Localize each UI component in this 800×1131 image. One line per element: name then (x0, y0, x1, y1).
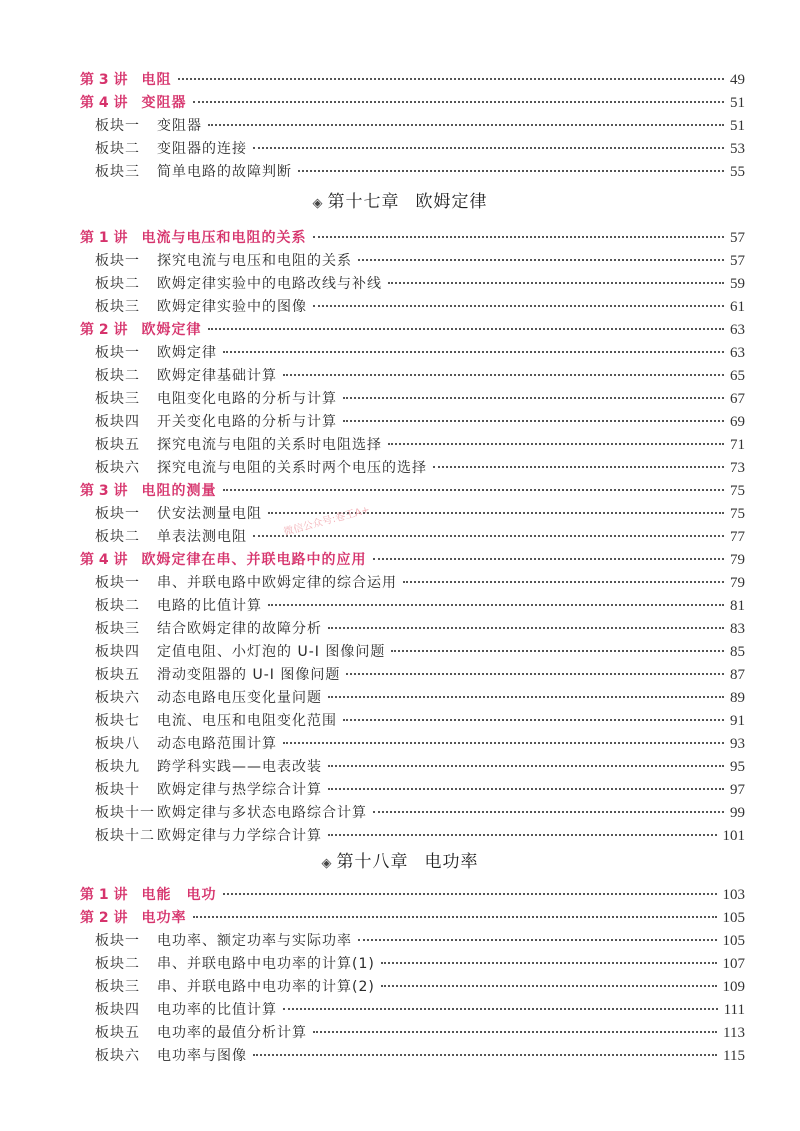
entry-label (95, 619, 322, 639)
entry-number: 板块三 (95, 391, 140, 407)
page-number: 91 (730, 713, 745, 729)
toc-block-entry[interactable] (95, 954, 745, 974)
entry-label (95, 665, 340, 685)
entry-number: 板块二 (95, 598, 140, 614)
entry-label (95, 251, 352, 271)
toc-block-entry[interactable] (95, 711, 745, 731)
dot-leader (328, 623, 724, 629)
page-number: 81 (730, 598, 745, 614)
dot-leader (313, 232, 725, 238)
entry-title: 开关变化电路的分析与计算 (157, 414, 337, 430)
entry-number: 第 4 讲 (80, 552, 128, 568)
toc-lecture-entry[interactable] (80, 228, 745, 248)
page-number: 61 (730, 299, 745, 315)
entry-label (95, 688, 322, 708)
page-number: 53 (730, 141, 745, 157)
page-number: 51 (730, 95, 745, 111)
page-number: 95 (730, 759, 745, 775)
entry-number: 板块二 (95, 141, 140, 157)
page-number: 105 (722, 933, 745, 949)
toc-lecture-entry[interactable] (80, 70, 745, 90)
entry-title: 滑动变阻器的 U-I 图像问题 (157, 667, 341, 683)
entry-title: 欧姆定律 (157, 345, 217, 361)
chapter-number: 第十八章 (336, 852, 409, 872)
entry-label (95, 757, 322, 777)
toc-block-entry[interactable] (95, 251, 745, 271)
dot-leader (193, 97, 725, 103)
entry-number: 板块一 (95, 933, 140, 949)
entry-label (95, 297, 307, 317)
dot-leader (328, 692, 724, 698)
entry-title: 欧姆定律基础计算 (157, 368, 277, 384)
toc-block-entry[interactable] (95, 780, 745, 800)
dot-leader (223, 485, 725, 491)
chapter-diamond-icon: ◈ (321, 856, 333, 871)
page-number: 107 (722, 956, 745, 972)
toc-block-entry[interactable] (95, 366, 745, 386)
entry-number: 板块二 (95, 368, 140, 384)
toc-block-entry[interactable] (95, 826, 745, 846)
entry-title: 单表法测电阻 (157, 529, 247, 545)
entry-label (80, 550, 367, 570)
entry-title: 串、并联电路中电功率的计算(2) (157, 979, 375, 995)
toc-block-entry[interactable] (95, 688, 745, 708)
dot-leader (381, 981, 717, 987)
toc-block-entry[interactable] (95, 412, 745, 432)
page-number: 69 (730, 414, 745, 430)
entry-number: 板块二 (95, 956, 140, 972)
entry-title: 电路的比值计算 (157, 598, 262, 614)
toc-block-entry[interactable] (95, 573, 745, 593)
dot-leader (223, 889, 717, 895)
entry-number: 第 1 讲 (80, 887, 128, 903)
entry-number: 板块十二 (95, 828, 155, 844)
page-number: 71 (730, 437, 745, 453)
page-number: 79 (730, 552, 745, 568)
page-number: 63 (730, 345, 745, 361)
toc-block-entry[interactable] (95, 343, 745, 363)
entry-number: 第 4 讲 (80, 95, 128, 111)
toc-block-entry[interactable] (95, 297, 745, 317)
page-number: 75 (730, 506, 745, 522)
entry-title: 电能 电功 (141, 887, 217, 903)
entry-title: 简单电路的故障判断 (157, 164, 292, 180)
chapter-number: 第十七章 (327, 192, 400, 212)
toc-block-entry[interactable] (95, 458, 745, 478)
dot-leader (283, 738, 724, 744)
entry-label (95, 458, 427, 478)
entry-label (95, 435, 382, 455)
entry-label (95, 1000, 277, 1020)
toc-block-entry[interactable] (95, 116, 745, 136)
dot-leader (313, 301, 724, 307)
entry-number: 板块八 (95, 736, 140, 752)
dot-leader (253, 1050, 717, 1056)
page-number: 87 (730, 667, 745, 683)
entry-number: 板块三 (95, 979, 140, 995)
entry-label (95, 116, 202, 136)
entry-title: 变阻器 (141, 95, 187, 111)
dot-leader (208, 324, 725, 330)
entry-label (80, 885, 217, 905)
chapter-diamond-icon: ◈ (312, 196, 324, 211)
chapter-heading (0, 850, 800, 876)
chapter-title: 欧姆定律 (415, 192, 488, 212)
page-number: 115 (723, 1048, 745, 1064)
page-number: 57 (730, 230, 745, 246)
entry-label (95, 389, 337, 409)
entry-number: 板块二 (95, 276, 140, 292)
entry-title: 电阻变化电路的分析与计算 (157, 391, 337, 407)
entry-number: 板块七 (95, 713, 140, 729)
toc-lecture-entry[interactable] (80, 885, 745, 905)
toc-block-entry[interactable] (95, 435, 745, 455)
page-number: 93 (730, 736, 745, 752)
entry-number: 板块二 (95, 529, 140, 545)
entry-number: 第 2 讲 (80, 322, 128, 338)
entry-number: 板块十 (95, 782, 140, 798)
entry-label (95, 366, 277, 386)
entry-title: 电流与电压和电阻的关系 (141, 230, 307, 246)
dot-leader (388, 439, 724, 445)
entry-title: 变阻器 (157, 118, 202, 134)
entry-title: 串、并联电路中电功率的计算(1) (157, 956, 375, 972)
page-number: 77 (730, 529, 745, 545)
entry-label (80, 93, 187, 113)
page-number: 75 (730, 483, 745, 499)
entry-label (80, 320, 202, 340)
page-number: 89 (730, 690, 745, 706)
entry-label (95, 343, 217, 363)
entry-number: 板块三 (95, 164, 140, 180)
entry-number: 第 3 讲 (80, 483, 128, 499)
watermark: 微信公众号:卷王A+ (282, 504, 372, 539)
entry-title: 串、并联电路中欧姆定律的综合运用 (157, 575, 397, 591)
entry-number: 板块六 (95, 460, 140, 476)
entry-title: 探究电流与电压和电阻的关系 (157, 253, 352, 269)
page-number: 57 (730, 253, 745, 269)
entry-label (95, 412, 337, 432)
entry-title: 探究电流与电阻的关系时两个电压的选择 (157, 460, 427, 476)
entry-number: 板块一 (95, 253, 140, 269)
entry-label (95, 1023, 307, 1043)
entry-label (80, 70, 172, 90)
entry-title: 定值电阻、小灯泡的 U-I 图像问题 (157, 644, 386, 660)
entry-label (95, 931, 352, 951)
entry-number: 板块十一 (95, 805, 155, 821)
entry-number: 板块一 (95, 118, 140, 134)
page-number: 73 (730, 460, 745, 476)
entry-title: 欧姆定律与多状态电路综合计算 (157, 805, 367, 821)
toc-block-entry[interactable] (95, 665, 745, 685)
entry-label (95, 274, 382, 294)
entry-label (95, 803, 367, 823)
entry-title: 电功率与图像 (157, 1048, 247, 1064)
entry-title: 电流、电压和电阻变化范围 (157, 713, 337, 729)
entry-label (80, 908, 187, 928)
dot-leader (298, 166, 724, 172)
entry-title: 变阻器的连接 (157, 141, 247, 157)
page-number: 63 (730, 322, 745, 338)
page-number: 105 (722, 910, 745, 926)
entry-title: 电功率的最值分析计算 (157, 1025, 307, 1041)
entry-label (95, 527, 247, 547)
entry-number: 板块五 (95, 1025, 140, 1041)
page-number: 99 (730, 805, 745, 821)
dot-leader (328, 761, 724, 767)
page-number: 55 (730, 164, 745, 180)
toc-block-entry[interactable] (95, 1046, 745, 1066)
entry-label (95, 573, 397, 593)
dot-leader (253, 143, 724, 149)
entry-title: 电功率 (141, 910, 187, 926)
entry-title: 电阻 (141, 72, 172, 88)
entry-title: 欧姆定律与力学综合计算 (157, 828, 322, 844)
entry-label (95, 826, 322, 846)
toc-block-entry[interactable] (95, 977, 745, 997)
chapter-title: 电功率 (424, 852, 479, 872)
dot-leader (388, 278, 724, 284)
entry-title: 伏安法测量电阻 (157, 506, 262, 522)
dot-leader (328, 830, 717, 836)
entry-number: 板块六 (95, 1048, 140, 1064)
entry-number: 第 2 讲 (80, 910, 128, 926)
entry-label (95, 1046, 247, 1066)
page-number: 85 (730, 644, 745, 660)
entry-label (95, 596, 262, 616)
toc-block-entry[interactable] (95, 803, 745, 823)
toc-lecture-entry[interactable] (80, 93, 745, 113)
entry-label (95, 954, 375, 974)
entry-label (95, 780, 322, 800)
toc-block-entry[interactable] (95, 1000, 745, 1020)
toc-block-entry[interactable] (95, 139, 745, 159)
page-number: 83 (730, 621, 745, 637)
entry-label (95, 734, 277, 754)
page-number: 101 (722, 828, 745, 844)
toc-block-entry[interactable] (95, 1023, 745, 1043)
entry-label (95, 642, 385, 662)
entry-title: 欧姆定律 (141, 322, 202, 338)
chapter-heading (0, 190, 800, 216)
dot-leader (358, 935, 717, 941)
toc-block-entry[interactable] (95, 274, 745, 294)
dot-leader (328, 784, 724, 790)
entry-label (95, 711, 337, 731)
page-number: 97 (730, 782, 745, 798)
page-number: 59 (730, 276, 745, 292)
toc-lecture-entry[interactable] (80, 481, 745, 501)
dot-leader (403, 577, 724, 583)
toc-block-entry[interactable] (95, 504, 745, 524)
entry-title: 探究电流与电阻的关系时电阻选择 (157, 437, 382, 453)
entry-number: 板块四 (95, 414, 140, 430)
toc-block-entry[interactable] (95, 389, 745, 409)
entry-number: 板块三 (95, 621, 140, 637)
toc-block-entry[interactable] (95, 596, 745, 616)
entry-title: 电功率的比值计算 (157, 1002, 277, 1018)
toc-block-entry[interactable] (95, 619, 745, 639)
entry-title: 欧姆定律实验中的电路改线与补线 (157, 276, 382, 292)
entry-number: 第 1 讲 (80, 230, 128, 246)
entry-title: 电功率、额定功率与实际功率 (157, 933, 352, 949)
dot-leader (373, 554, 725, 560)
toc-block-entry[interactable] (95, 734, 745, 754)
entry-number: 板块四 (95, 644, 140, 660)
entry-title: 欧姆定律在串、并联电路中的应用 (141, 552, 367, 568)
entry-number: 板块一 (95, 506, 140, 522)
dot-leader (373, 807, 724, 813)
entry-label (95, 139, 247, 159)
entry-title: 动态电路范围计算 (157, 736, 277, 752)
dot-leader (346, 669, 724, 675)
entry-number: 板块四 (95, 1002, 140, 1018)
dot-leader (283, 370, 724, 376)
dot-leader (391, 646, 724, 652)
dot-leader (253, 531, 724, 537)
dot-leader (283, 1004, 718, 1010)
entry-number: 板块九 (95, 759, 140, 775)
dot-leader (223, 347, 724, 353)
page-number: 103 (722, 887, 745, 903)
entry-label (95, 504, 262, 524)
entry-title: 动态电路电压变化量问题 (157, 690, 322, 706)
entry-number: 板块五 (95, 667, 140, 683)
entry-title: 跨学科实践——电表改装 (157, 759, 322, 775)
dot-leader (178, 74, 725, 80)
entry-number: 板块六 (95, 690, 140, 706)
entry-number: 板块三 (95, 299, 140, 315)
page-number: 113 (723, 1025, 745, 1041)
page-number: 111 (723, 1002, 745, 1018)
entry-label (95, 162, 292, 182)
page-number: 79 (730, 575, 745, 591)
entry-number: 第 3 讲 (80, 72, 128, 88)
page-number: 65 (730, 368, 745, 384)
dot-leader (343, 715, 724, 721)
dot-leader (381, 958, 717, 964)
dot-leader (433, 462, 724, 468)
page-number: 51 (730, 118, 745, 134)
dot-leader (268, 600, 724, 606)
dot-leader (208, 120, 724, 126)
toc-lecture-entry[interactable] (80, 908, 745, 928)
page-number: 67 (730, 391, 745, 407)
dot-leader (358, 255, 724, 261)
entry-title: 欧姆定律与热学综合计算 (157, 782, 322, 798)
dot-leader (313, 1027, 717, 1033)
entry-label (95, 977, 375, 997)
toc-block-entry[interactable] (95, 162, 745, 182)
entry-title: 电阻的测量 (141, 483, 217, 499)
toc-block-entry[interactable] (95, 642, 745, 662)
entry-number: 板块一 (95, 345, 140, 361)
toc-block-entry[interactable] (95, 527, 745, 547)
dot-leader (343, 393, 724, 399)
toc-block-entry[interactable] (95, 931, 745, 951)
entry-label (80, 481, 217, 501)
page-number: 49 (730, 72, 745, 88)
entry-number: 板块一 (95, 575, 140, 591)
dot-leader (193, 912, 717, 918)
toc-block-entry[interactable] (95, 757, 745, 777)
entry-title: 结合欧姆定律的故障分析 (157, 621, 322, 637)
dot-leader (343, 416, 724, 422)
entry-title: 欧姆定律实验中的图像 (157, 299, 307, 315)
toc-lecture-entry[interactable] (80, 550, 745, 570)
entry-number: 板块五 (95, 437, 140, 453)
toc-lecture-entry[interactable] (80, 320, 745, 340)
entry-label (80, 228, 307, 248)
page-number: 109 (722, 979, 745, 995)
